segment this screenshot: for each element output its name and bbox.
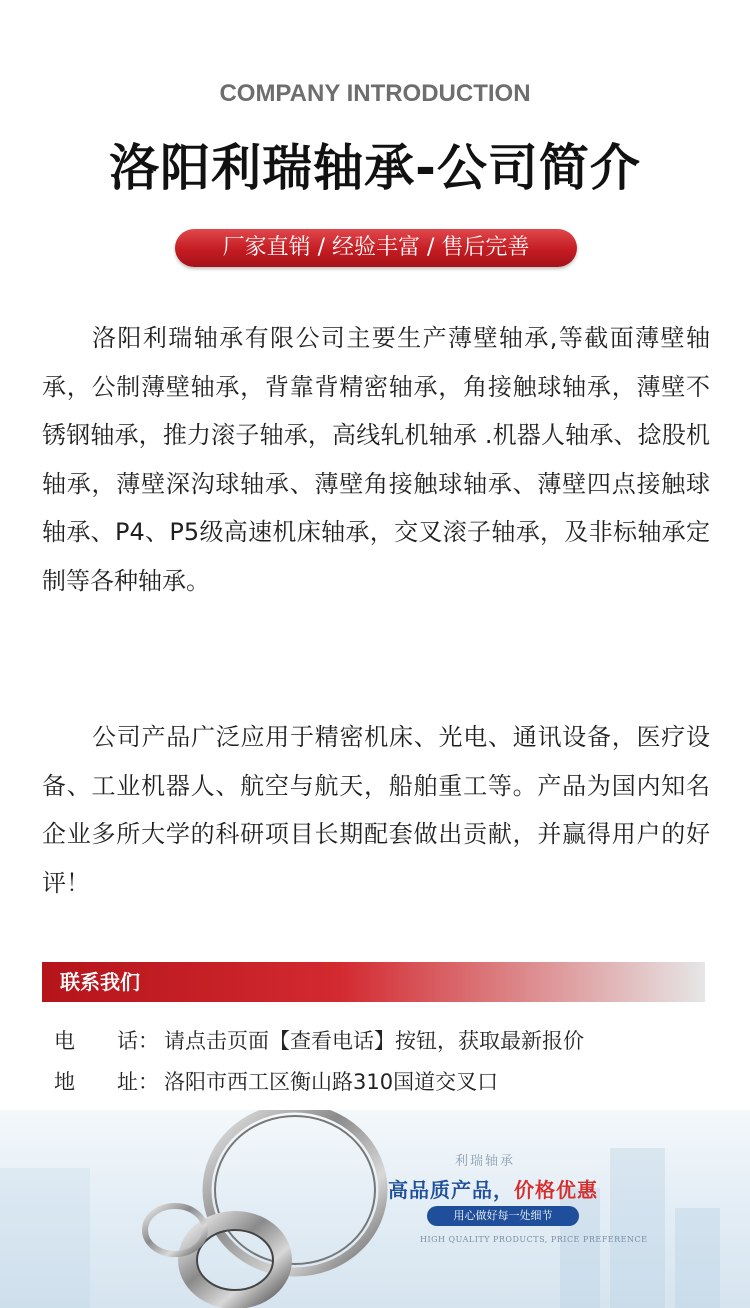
building-shape xyxy=(0,1168,90,1308)
intro-paragraph-2: 公司产品广泛应用于精密机床、光电、通讯设备，医疗设备、工业机器人、航空与航天，船舶重工等。产品为国内知名企业多所大学的科研项目长期配套做出贡献，并赢得用户的好评！ xyxy=(42,723,710,897)
banner-english: HIGH QUALITY PRODUCTS, PRICE PREFERENCE xyxy=(420,1235,648,1244)
contact-heading: 联系我们 xyxy=(60,970,140,994)
address-label: 地 址： xyxy=(54,1070,159,1094)
tagline-badge: 厂家直销 / 经验丰富 / 售后完善 xyxy=(175,229,577,267)
bearing-rings-image xyxy=(130,1110,470,1308)
building-shape xyxy=(610,1148,665,1308)
page-title: 洛阳利瑞轴承-公司简介 xyxy=(109,139,641,197)
en-subtitle: COMPANY INTRODUCTION xyxy=(219,80,531,107)
building-shape xyxy=(675,1208,720,1308)
banner-sub-badge: 用心做好每一处细节 xyxy=(427,1206,579,1226)
slogan-blue: 高品质产品， xyxy=(388,1178,514,1202)
intro-paragraph-1: 洛阳利瑞轴承有限公司主要生产薄壁轴承,等截面薄壁轴承，公制薄壁轴承，背靠背精密轴承，角接触球轴承，薄壁不锈钢轴承，推力滚子轴承，高线轧机轴承 .机器人轴承、捻股机轴承，薄壁深沟球轴承、薄壁角接触球轴承、薄壁四点接触球轴承、P4、P5级高速机床轴承，交叉滚子轴承，及非标轴承定制等各种轴承。 xyxy=(42,324,710,595)
contact-address-row xyxy=(54,1066,498,1096)
phone-value: 请点击页面【查看电话】按钮，获取最新报价 xyxy=(164,1029,584,1053)
address-value: 洛阳市西工区衡山路310国道交叉口 xyxy=(164,1070,499,1094)
contact-phone-row xyxy=(54,1025,584,1055)
promo-banner xyxy=(0,1110,750,1308)
banner-brand: 利瑞轴承 xyxy=(455,1154,516,1169)
contact-section-header xyxy=(42,962,705,1002)
large-bearing-ring xyxy=(207,1110,383,1272)
slogan-red: 价格优惠 xyxy=(514,1178,598,1202)
phone-label: 电 话： xyxy=(54,1029,159,1053)
banner-slogan xyxy=(388,1174,598,1203)
